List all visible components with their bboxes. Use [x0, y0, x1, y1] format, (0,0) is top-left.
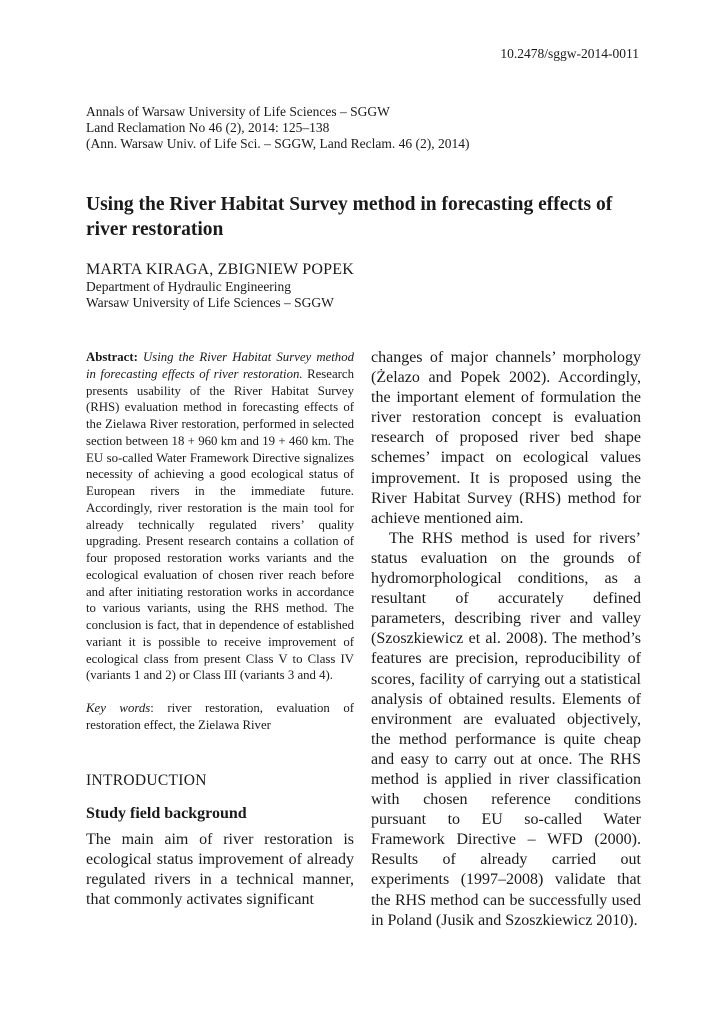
journal-line: Annals of Warsaw University of Life Sciences – SGGW [86, 104, 390, 119]
keywords-text: : river restoration, evaluation of restoration effect, the Zielawa River [86, 701, 354, 732]
journal-info [86, 104, 469, 152]
abstract-label: Abstract: [86, 350, 138, 364]
abstract [86, 349, 354, 684]
doi: 10.2478/sggw-2014-0011 [500, 46, 639, 61]
body-paragraph: The main aim of river restoration is ecological status improvement of already regulated rivers in a technical manner, that commonly activates significant [86, 830, 354, 908]
university: Warsaw University of Life Sciences – SGGW [86, 295, 334, 310]
abstract-text: Research presents usability of the River Habitat Survey (RHS) evaluation method in forecasting effects of the Zielawa River restoration, performed in selected section between 18 + 960 km and 19 + 460 km. The EU so-called Water Framework Directive signalizes necessity of achieving a good ecological status of European rivers in the immediate future. Accordingly, river restoration is the main tool for already technically regulated rivers’ quality upgrading. Present research contains a collation of four proposed restoration works variants and the ecological evaluation of chosen river reach before and after initiating restoration works in accordance to various variants, using the RHS method. The conclusion is fact, that in dependence of established variant it is possible to receive improvement of ecological class from present Class V to Class IV (variants 1 and 2) or Class III (variants 3 and 4). [86, 366, 354, 683]
journal-line: Land Reclamation No 46 (2), 2014: 125–138 [86, 120, 330, 135]
affiliation [86, 279, 334, 311]
section-heading: INTRODUCTION [86, 771, 207, 789]
department: Department of Hydraulic Engineering [86, 279, 292, 294]
paper-title: Using the River Habitat Survey method in forecasting effects of river restoration [86, 194, 613, 240]
keywords-label: Key words [86, 701, 151, 715]
right-column [371, 348, 641, 931]
body-paragraph: The RHS method is used for rivers’ status evaluation on the grounds of hydromorphological conditions, as a resultant of accurately defined parameters, describing river and valley (Szoszkiewicz et al. 2008). The method’s features are precision, reproducibility of scores, facility of carrying out a statistical analysis of obtained results. Elements of environment are evaluated objectively, the method performance is quite cheap and easy to carry out at once. The RHS method is applied in river classification with chosen reference conditions pursuant to EU so-called Water Framework Directive – WFD (2000). Results of already carried out experiments (1997–2008) validate that the RHS method can be successfully used in Poland (Jusik and Szoszkiewicz 2010). [371, 529, 641, 929]
keywords [86, 700, 354, 734]
subsection-heading: Study field background [86, 804, 247, 822]
abstract-italic-title: Using the River Habitat Survey method in forecasting effects of river restoration. [86, 350, 354, 381]
body-paragraph: changes of major channels’ morphology (Żelazo and Popek 2002). Accordingly, the important element of formulation the river restoration concept is evaluation research of proposed river bed shape schemes’ impact on ecological values improvement. It is proposed using the River Habitat Survey (RHS) method for achieve mentioned aim. [371, 349, 641, 527]
journal-citation: (Ann. Warsaw Univ. of Life Sci. – SGGW, Land Reclam. 46 (2), 2014) [86, 136, 470, 151]
authors: MARTA KIRAGA, ZBIGNIEW POPEK [86, 261, 354, 278]
left-column [86, 349, 354, 910]
